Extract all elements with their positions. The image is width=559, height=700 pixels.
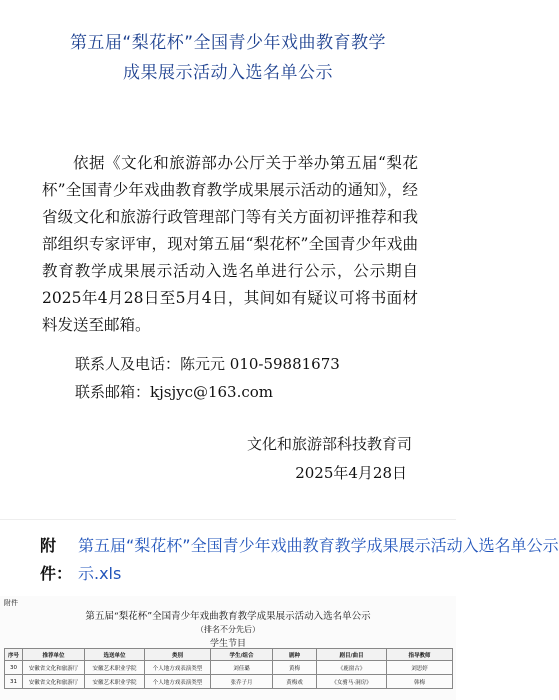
sheet-title: 第五届“梨花杯”全国青少年戏曲教育教学成果展示活动入选名单公示	[85, 611, 371, 622]
header-cell: 选送单位	[85, 649, 145, 661]
divider	[0, 519, 456, 520]
table-header-row	[5, 649, 453, 661]
table-cell: 31	[5, 675, 23, 689]
sheet-category: 学生节目	[209, 639, 246, 649]
table-cell: 韩梅	[387, 675, 453, 689]
attachment-link-line1[interactable]: 第五届“梨花杯”全国青少年戏曲教育教学成果展示活动入选名单公示	[78, 536, 559, 555]
sheet-subtitle: （排名不分先后）	[196, 625, 260, 634]
header-cell: 推荐单位	[23, 649, 85, 661]
table-cell: 刘思婷	[387, 661, 453, 675]
spreadsheet-preview	[0, 596, 456, 700]
table-cell: 《女驸马·洞房》	[317, 675, 387, 689]
table-cell: 30	[5, 661, 23, 675]
sheet-attach-note: 附件	[4, 599, 18, 607]
table-cell: 安徽省文化和旅游厅	[23, 661, 85, 675]
title-line-2: 成果展示活动入选名单公示	[123, 63, 333, 83]
attachment-label-text: 附件：	[40, 536, 73, 583]
table-cell: 黄梅	[273, 661, 317, 675]
table-cell: 《鹿窗古》	[317, 661, 387, 675]
header-cell: 剧目/曲目	[317, 649, 387, 661]
table-cell: 张乔子月	[211, 675, 273, 689]
table-row	[5, 661, 453, 675]
signature-department: 文化和旅游部科技教育司	[246, 435, 412, 453]
title-line-1: 第五届“梨花杯”全国青少年戏曲教育教学	[69, 33, 387, 53]
attachment-link[interactable]	[78, 532, 559, 588]
table-cell: 刘佳璐	[211, 661, 273, 675]
table-cell: 黄梅戏	[273, 675, 317, 689]
header-cell: 序号	[5, 649, 23, 661]
header-cell: 学生/组合	[211, 649, 273, 661]
header-cell: 剧种	[273, 649, 317, 661]
table-row	[5, 675, 453, 689]
attachment-label	[40, 532, 73, 588]
table-cell: 安徽艺术职业学院	[85, 675, 145, 689]
table-cell: 安徽省文化和旅游厅	[23, 675, 85, 689]
sheet-table	[4, 648, 453, 689]
contact-phone: 联系人及电话：陈元元 010-59881673	[75, 355, 340, 373]
table-cell: 个人地方戏表演类型	[145, 661, 211, 675]
body-paragraph: 依据《文化和旅游部办公厅关于举办第五届“梨花杯”全国青少年戏曲教育教学成果展示活动的通知》，经省级文化和旅游行政管理部门等有关方面初评推荐和我部组织专家评审，现对第五届“梨花杯”全国青少年戏曲教育教学成果展示活动入选名单进行公示，公示期自2025年4月28日至5月4日，其间如有疑议可将书面材料发送至邮箱。	[42, 154, 418, 334]
header-cell: 类别	[145, 649, 211, 661]
attachment-link-line2[interactable]: 示.xls	[78, 564, 122, 583]
header-cell: 指导教师	[387, 649, 453, 661]
signature-date: 2025年4月28日	[295, 464, 407, 482]
page-title	[0, 28, 456, 88]
contact-email: 联系邮箱：kjsjyc@163.com	[75, 383, 274, 401]
table-cell: 安徽艺术职业学院	[85, 661, 145, 675]
announcement-paragraph	[42, 150, 418, 339]
table-cell: 个人地方戏表演类型	[145, 675, 211, 689]
